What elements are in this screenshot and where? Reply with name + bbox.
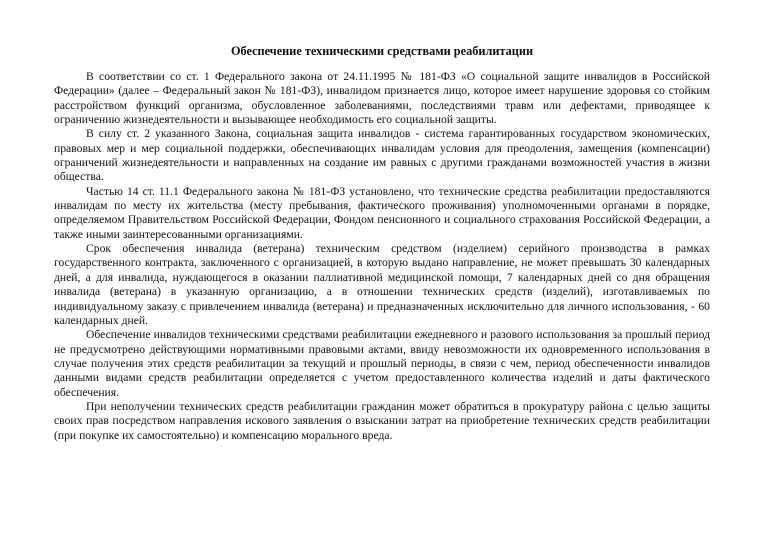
paragraph-social-protection: В силу ст. 2 указанного Закона, социальная защита инвалидов - система гарантированных государством экономических, правовых мер и мер социальной поддержки, обеспечивающих инвалидам условия для преодоления, замещения (компенсации) ограничений жизнедеятельности и направленных на создание им равных с другими гражданами возможностей участия в жизни общества.	[54, 127, 710, 184]
paragraph-definition: В соответствии со ст. 1 Федерального закона от 24.11.1995 № 181-ФЗ «О социальной защите инвалидов в Российской Федерации» (далее – Федеральный закон № 181-ФЗ), инвалидом признается лицо, которое имеет нарушение здоровья со стойким расстройством функций организма, обусловленное заболеваниями, последствиями травм или дефектами, приводящее к ограничению жизнедеятельности и вызывающее необходимость его социальной защиты.	[54, 70, 710, 127]
paragraph-past-period: Обеспечение инвалидов техническими средствами реабилитации ежедневного и разового использования за прошлый период не предусмотрено действующими нормативными правовыми актами, ввиду невозможности их одновременного использования в случае получения этих средств реабилитации за текущий и прошлый периоды, в связи с чем, период обеспеченности инвалидов данными видами средств реабилитации определяется с учетом предоставленного количества изделий и даты фактического обеспечения.	[54, 328, 710, 399]
document-page	[54, 0, 710, 537]
paragraph-prosecutor: При неполучении технических средств реабилитации гражданин может обратиться в прокуратуру района с целью защиты своих прав посредством направления искового заявления о взыскании затрат на приобретение технических средств реабилитации (при покупке их самостоятельно) и компенсацию морального вреда.	[54, 399, 710, 442]
paragraph-provision: Частью 14 ст. 11.1 Федерального закона № 181-ФЗ установлено, что технические средства реабилитации предоставляются инвалидам по месту их жительства (месту пребывания, фактического проживания) уполномоченными органами в порядке, определяемом Правительством Российской Федерации, Фондом пенсионного и социального страхования Российской Федерации, а также иными заинтересованными организациями.	[54, 184, 710, 241]
paragraph-deadlines: Срок обеспечения инвалида (ветерана) техническим средством (изделием) серийного производства в рамках государственного контракта, заключенного с организацией, в которую выдано направление, не может превышать 30 календарных дней, а для инвалида, нуждающегося в оказании паллиативной медицинской помощи, 7 календарных дней со дня обращения инвалида (ветерана) в указанную организацию, а в отношении технических средств (изделий), изготавливаемых по индивидуальному заказу с привлечением инвалида (ветерана) и предназначенных исключительно для личного использования, - 60 календарных дней.	[54, 242, 710, 327]
document-title: Обеспечение техническими средствами реабилитации	[230, 44, 534, 58]
document-body	[54, 70, 710, 443]
